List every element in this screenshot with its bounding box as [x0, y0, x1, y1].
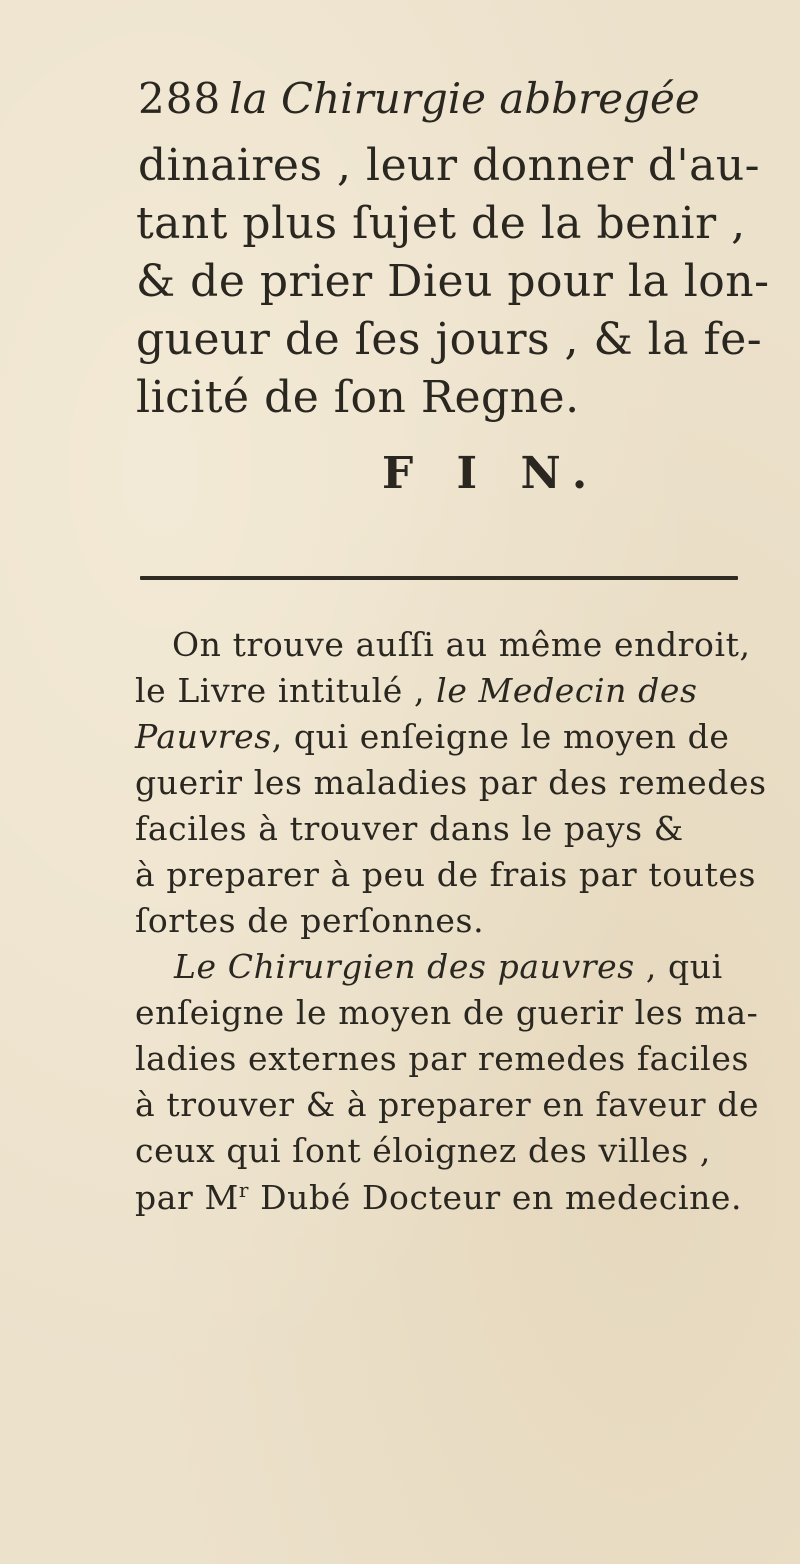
- notice-text: Dubé Docteur en medecine.: [249, 1178, 743, 1217]
- notice-line: à trouver & à preparer en faveur de: [135, 1085, 760, 1124]
- book-title-italic: le Medecin des: [436, 671, 698, 710]
- notice-line: [135, 717, 730, 756]
- notice-line: ladies externes par remedes faciles: [135, 1039, 749, 1078]
- book-title-italic: Pauvres: [135, 717, 272, 756]
- page-number: 288: [138, 74, 222, 123]
- notice-line: [135, 671, 698, 710]
- text-line: licité de ſon Regne.: [136, 372, 580, 423]
- notice-line: On trouve auſſi au même endroit,: [172, 625, 751, 664]
- book-title-italic: Le Chirurgien des pauvres: [174, 947, 635, 986]
- text-line: gueur de ſes jours , & la fe-: [136, 314, 763, 365]
- notice-text: par M: [135, 1178, 239, 1217]
- superscript: r: [238, 1178, 250, 1202]
- running-header: [138, 74, 700, 123]
- text-line: tant plus ſujet de la benir ,: [136, 198, 746, 249]
- notice-line: faciles à trouver dans le pays &: [135, 809, 684, 848]
- notice-text: le Livre intitulé ,: [135, 671, 437, 710]
- text-line: & de prier Dieu pour la lon-: [136, 256, 770, 307]
- notice-text: , qui: [634, 947, 723, 986]
- notice-line: ceux qui ſont éloignez des villes ,: [135, 1131, 711, 1170]
- running-title: la Chirurgie abbregée: [229, 74, 700, 123]
- fin-heading: F I N.: [382, 448, 602, 499]
- notice-text: , qui enſeigne le moyen de: [271, 717, 730, 756]
- notice-line: [174, 947, 723, 986]
- notice-line: [135, 1178, 743, 1217]
- notice-line: ſortes de perſonnes.: [135, 901, 485, 940]
- notice-line: guerir les maladies par des remedes: [135, 763, 767, 802]
- horizontal-rule: [140, 576, 738, 580]
- notice-line: à preparer à peu de frais par toutes: [135, 855, 757, 894]
- notice-line: enſeigne le moyen de guerir les ma-: [135, 993, 759, 1032]
- text-line: dinaires , leur donner d'au-: [138, 140, 761, 191]
